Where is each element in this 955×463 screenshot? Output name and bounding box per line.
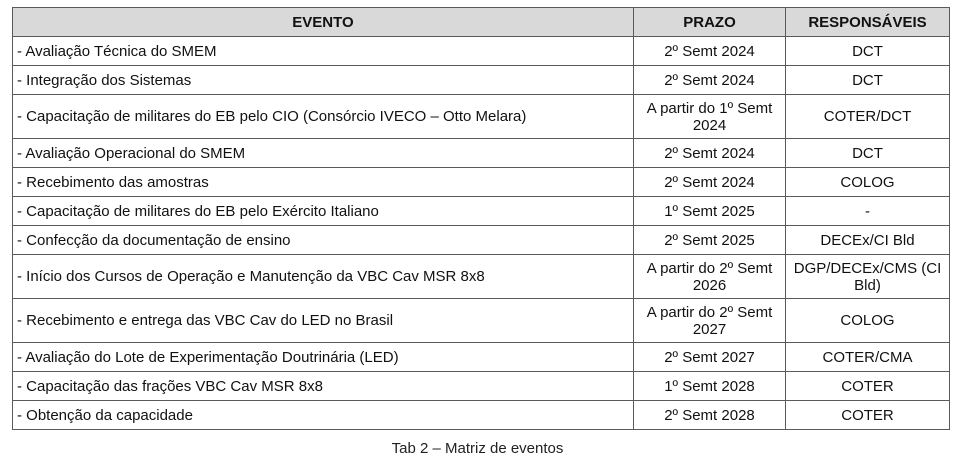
table-row [13,372,950,401]
cell-evento: - Recebimento das amostras [13,168,634,197]
table-row [13,197,950,226]
cell-responsaveis: COTER [786,401,950,430]
cell-responsaveis: COTER/DCT [786,95,950,139]
cell-responsaveis: - [786,197,950,226]
cell-evento: - Capacitação das frações VBC Cav MSR 8x8 [13,372,634,401]
cell-prazo: 2º Semt 2024 [634,66,786,95]
cell-responsaveis: COLOG [786,299,950,343]
cell-prazo: 1º Semt 2025 [634,197,786,226]
events-table [12,7,950,430]
cell-prazo: A partir do 2º Semt 2027 [634,299,786,343]
header-prazo: PRAZO [634,8,786,37]
header-evento: EVENTO [13,8,634,37]
cell-prazo: 2º Semt 2024 [634,168,786,197]
table-row [13,255,950,299]
table-row [13,95,950,139]
cell-prazo: A partir do 2º Semt 2026 [634,255,786,299]
cell-responsaveis: DECEx/CI Bld [786,226,950,255]
cell-evento: - Avaliação do Lote de Experimentação Doutrinária (LED) [13,343,634,372]
cell-prazo: 2º Semt 2027 [634,343,786,372]
cell-responsaveis: COLOG [786,168,950,197]
cell-prazo: 2º Semt 2024 [634,37,786,66]
cell-responsaveis: DCT [786,66,950,95]
table-row [13,299,950,343]
table-row [13,168,950,197]
cell-evento: - Capacitação de militares do EB pelo CIO (Consórcio IVECO – Otto Melara) [13,95,634,139]
table-row [13,401,950,430]
cell-prazo: 1º Semt 2028 [634,372,786,401]
cell-responsaveis: DCT [786,37,950,66]
cell-responsaveis: DCT [786,139,950,168]
cell-evento: - Obtenção da capacidade [13,401,634,430]
cell-evento: - Confecção da documentação de ensino [13,226,634,255]
cell-evento: - Avaliação Operacional do SMEM [13,139,634,168]
cell-responsaveis: COTER [786,372,950,401]
cell-prazo: A partir do 1º Semt 2024 [634,95,786,139]
cell-evento: - Avaliação Técnica do SMEM [13,37,634,66]
header-responsaveis: RESPONSÁVEIS [786,8,950,37]
cell-prazo: 2º Semt 2024 [634,139,786,168]
cell-evento: - Recebimento e entrega das VBC Cav do LED no Brasil [13,299,634,343]
table-header-row [13,8,950,37]
table-row [13,37,950,66]
cell-evento: - Início dos Cursos de Operação e Manutenção da VBC Cav MSR 8x8 [13,255,634,299]
table-row [13,139,950,168]
table-caption: Tab 2 – Matriz de eventos [391,440,564,457]
cell-evento: - Capacitação de militares do EB pelo Exército Italiano [13,197,634,226]
cell-evento: - Integração dos Sistemas [13,66,634,95]
table-row [13,343,950,372]
table-row [13,66,950,95]
cell-prazo: 2º Semt 2028 [634,401,786,430]
cell-responsaveis: COTER/CMA [786,343,950,372]
table-row [13,226,950,255]
cell-responsaveis: DGP/DECEx/CMS (CI Bld) [786,255,950,299]
cell-prazo: 2º Semt 2025 [634,226,786,255]
